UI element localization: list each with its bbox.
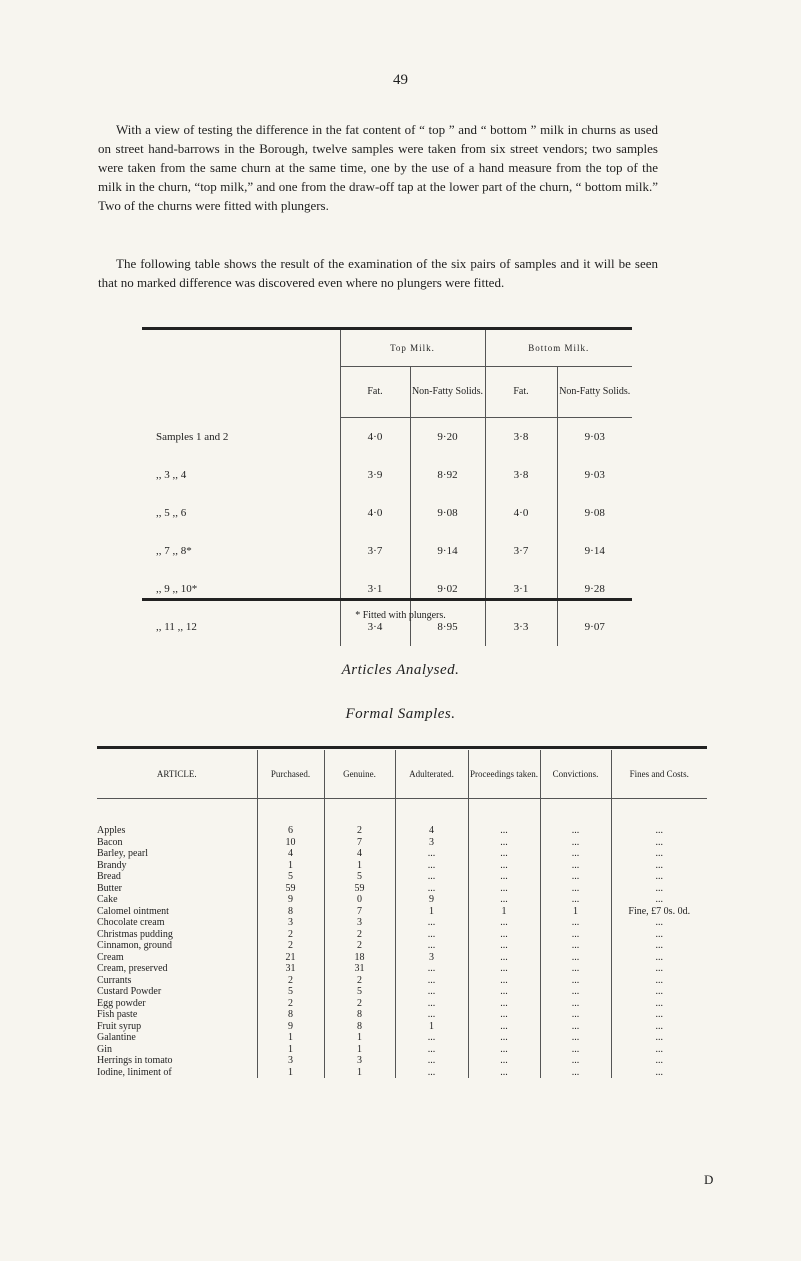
convictions-count: ... [540, 1021, 611, 1033]
fines-costs: ... [611, 871, 707, 883]
article-name: Custard Powder [97, 986, 162, 997]
bottom-fat-value: 3·8 [485, 456, 557, 494]
article-name: Brandy [97, 859, 127, 871]
convictions-count: ... [540, 1032, 611, 1044]
adulterated-count: 1 [395, 906, 468, 918]
article-row [97, 929, 707, 941]
proceedings-count: ... [468, 1032, 540, 1044]
purchased-count: 2 [257, 940, 324, 952]
article-name: Butter [97, 882, 122, 894]
proceedings-count: ... [468, 986, 540, 998]
top-fat-value: 4·0 [340, 494, 410, 532]
article-row [97, 883, 707, 895]
fines-costs: ... [611, 1021, 707, 1033]
fines-costs: ... [611, 848, 707, 860]
fines-costs: ... [611, 1067, 707, 1079]
fines-costs: ... [611, 883, 707, 895]
adulterated-count: 9 [395, 894, 468, 906]
adulterated-count: ... [395, 975, 468, 987]
article-name: Currants [97, 974, 132, 986]
genuine-count: 1 [324, 1067, 395, 1079]
convictions-count: ... [540, 848, 611, 860]
proceedings-count: ... [468, 837, 540, 849]
adulterated-count: ... [395, 963, 468, 975]
purchased-count: 1 [257, 860, 324, 872]
genuine-count: 18 [324, 952, 395, 964]
article-name: Fruit syrup [97, 1020, 142, 1032]
proceedings-count: ... [468, 894, 540, 906]
article-name: Cream [97, 951, 124, 963]
intro-paragraph: With a view of testing the difference in the fat content of “ top ” and “ bottom ” milk in churns as used on street hand-barrows in the Borough, twelve samples were taken from six street vendors; two samples were taken from the same churn at the same time, one by the use of a hand measure from the top of the milk in the churn, “top milk,” and one from the draw-off tap at the lower part of the churn, “ bottom milk.” Two of the churns were fitted with plungers. [98, 122, 658, 213]
bottom-nonfat-value: 9·28 [557, 570, 632, 608]
article-row [97, 1055, 707, 1067]
purchased-count: 1 [257, 1044, 324, 1056]
convictions-count: ... [540, 929, 611, 941]
article-name: Chocolate cream [97, 917, 165, 928]
article-name: Cake [97, 894, 118, 905]
adulterated-count: 4 [395, 825, 468, 837]
article-row [97, 986, 707, 998]
adulterated-count: ... [395, 1044, 468, 1056]
top-fat-value: 3·4 [340, 608, 410, 646]
articles-analysed-title: Articles Analysed. [341, 662, 460, 678]
signature-letter: D [704, 1172, 714, 1187]
header-bottom-milk: Bottom Milk. [485, 330, 632, 367]
proceedings-count: ... [468, 1044, 540, 1056]
purchased-count: 2 [257, 929, 324, 941]
genuine-count: 8 [324, 1009, 395, 1021]
header-bottom-nonfat: Non-Fatty Solids. [557, 367, 632, 418]
proceedings-count: 1 [468, 906, 540, 918]
convictions-count: ... [540, 860, 611, 872]
top-nonfat-value: 9·20 [410, 418, 485, 457]
purchased-count: 4 [257, 848, 324, 860]
convictions-count: ... [540, 998, 611, 1010]
top-nonfat-value: 8·95 [410, 608, 485, 646]
bottom-fat-value: 3·8 [485, 418, 557, 457]
col-convictions: Convictions. [540, 750, 611, 799]
genuine-count: 2 [324, 940, 395, 952]
fines-costs: ... [611, 1009, 707, 1021]
article-name: Calomel ointment [97, 905, 169, 917]
convictions-count: ... [540, 1067, 611, 1079]
fines-costs: Fine, £7 0s. 0d. [611, 906, 707, 918]
article-row [97, 975, 707, 987]
fines-costs: ... [611, 975, 707, 987]
convictions-count: ... [540, 883, 611, 895]
milk-row [142, 494, 632, 532]
proceedings-count: ... [468, 1021, 540, 1033]
top-nonfat-value: 9·08 [410, 494, 485, 532]
purchased-count: 2 [257, 975, 324, 987]
convictions-count: ... [540, 871, 611, 883]
convictions-count: ... [540, 825, 611, 837]
convictions-count: ... [540, 940, 611, 952]
purchased-count: 1 [257, 1067, 324, 1079]
sample-label: ,, 11 ,, 12 [156, 621, 197, 633]
proceedings-count: ... [468, 940, 540, 952]
top-fat-value: 3·7 [340, 532, 410, 570]
milk-table-bottom-rule [142, 598, 632, 601]
fines-costs: ... [611, 894, 707, 906]
articles-table [97, 750, 707, 1078]
fines-costs: ... [611, 940, 707, 952]
adulterated-count: 3 [395, 952, 468, 964]
genuine-count: 3 [324, 917, 395, 929]
bottom-fat-value: 3·1 [485, 570, 557, 608]
article-name: Herrings in tomato [97, 1055, 173, 1066]
fines-costs: ... [611, 1055, 707, 1067]
col-adulterated: Adulterated. [395, 750, 468, 799]
article-name: Barley, pearl [97, 848, 148, 859]
genuine-count: 2 [324, 975, 395, 987]
adulterated-count: ... [395, 1032, 468, 1044]
purchased-count: 3 [257, 917, 324, 929]
article-row [97, 1044, 707, 1056]
table-intro-paragraph: The following table shows the result of the examination of the six pairs of samples and it will be seen that no marked difference was discovered even where no plungers were fitted. [98, 256, 658, 290]
proceedings-count: ... [468, 1009, 540, 1021]
purchased-count: 6 [257, 825, 324, 837]
article-name: Galantine [97, 1032, 136, 1043]
article-name: Cream, preserved [97, 963, 168, 974]
article-row [97, 894, 707, 906]
bottom-fat-value: 4·0 [485, 494, 557, 532]
fines-costs: ... [611, 837, 707, 849]
top-nonfat-value: 8·92 [410, 456, 485, 494]
proceedings-count: ... [468, 848, 540, 860]
article-name: Apples [97, 825, 126, 836]
plunger-footnote: * Fitted with plungers. [355, 610, 446, 621]
proceedings-count: ... [468, 917, 540, 929]
bottom-nonfat-value: 9·03 [557, 456, 632, 494]
fines-costs: ... [611, 1044, 707, 1056]
proceedings-count: ... [468, 963, 540, 975]
header-top-milk: Top Milk. [340, 330, 485, 367]
article-name: Bread [97, 871, 121, 882]
header-bottom-fat: Fat. [485, 367, 557, 418]
proceedings-count: ... [468, 883, 540, 895]
article-row [97, 848, 707, 860]
article-name: Bacon [97, 836, 123, 848]
bottom-nonfat-value: 9·07 [557, 608, 632, 646]
adulterated-count: ... [395, 1067, 468, 1079]
milk-row [142, 418, 632, 457]
purchased-count: 1 [257, 1032, 324, 1044]
col-article: ARTICLE. [97, 750, 257, 799]
proceedings-count: ... [468, 871, 540, 883]
article-name: Iodine, liniment of [97, 1066, 172, 1078]
proceedings-count: ... [468, 975, 540, 987]
purchased-count: 9 [257, 894, 324, 906]
genuine-count: 4 [324, 848, 395, 860]
adulterated-count: ... [395, 940, 468, 952]
header-top-fat: Fat. [340, 367, 410, 418]
genuine-count: 3 [324, 1055, 395, 1067]
convictions-count: ... [540, 952, 611, 964]
sample-label: ,, 7 ,, 8* [156, 545, 192, 557]
adulterated-count: ... [395, 1009, 468, 1021]
article-name: Gin [97, 1043, 112, 1055]
convictions-count: ... [540, 1009, 611, 1021]
col-purchased: Purchased. [257, 750, 324, 799]
adulterated-count: ... [395, 917, 468, 929]
bottom-fat-value: 3·3 [485, 608, 557, 646]
convictions-count: ... [540, 986, 611, 998]
genuine-count: 7 [324, 837, 395, 849]
article-row [97, 825, 707, 837]
purchased-count: 5 [257, 986, 324, 998]
col-proceedings: Proceedings taken. [468, 750, 540, 799]
adulterated-count: ... [395, 986, 468, 998]
page-number: 49 [393, 72, 408, 88]
adulterated-count: ... [395, 1055, 468, 1067]
fines-costs: ... [611, 998, 707, 1010]
purchased-count: 10 [257, 837, 324, 849]
article-row [97, 871, 707, 883]
col-fines: Fines and Costs. [611, 750, 707, 799]
adulterated-count: ... [395, 860, 468, 872]
adulterated-count: 3 [395, 837, 468, 849]
genuine-count: 5 [324, 871, 395, 883]
bottom-fat-value: 3·7 [485, 532, 557, 570]
fines-costs: ... [611, 917, 707, 929]
purchased-count: 8 [257, 906, 324, 918]
article-name: Christmas pudding [97, 928, 173, 940]
milk-table-corner [142, 330, 340, 418]
genuine-count: 7 [324, 906, 395, 918]
formal-samples-title: Formal Samples. [345, 706, 456, 722]
article-name: Cinnamon, ground [97, 940, 172, 951]
article-row [97, 998, 707, 1010]
sample-label: Samples 1 and 2 [156, 430, 229, 443]
convictions-count: ... [540, 1044, 611, 1056]
genuine-count: 59 [324, 883, 395, 895]
milk-row [142, 532, 632, 570]
adulterated-count: ... [395, 998, 468, 1010]
sample-label: ,, 5 ,, 6 [156, 507, 187, 519]
top-fat-value: 3·1 [340, 570, 410, 608]
purchased-count: 8 [257, 1009, 324, 1021]
convictions-count: ... [540, 837, 611, 849]
genuine-count: 2 [324, 998, 395, 1010]
adulterated-count: ... [395, 848, 468, 860]
article-row [97, 963, 707, 975]
proceedings-count: ... [468, 952, 540, 964]
article-row [97, 952, 707, 964]
purchased-count: 3 [257, 1055, 324, 1067]
milk-row [142, 456, 632, 494]
adulterated-count: ... [395, 883, 468, 895]
sample-label: ,, 3 ,, 4 [156, 469, 187, 481]
convictions-count: 1 [540, 906, 611, 918]
genuine-count: 1 [324, 860, 395, 872]
proceedings-count: ... [468, 825, 540, 837]
bottom-nonfat-value: 9·08 [557, 494, 632, 532]
genuine-count: 1 [324, 1044, 395, 1056]
fines-costs: ... [611, 825, 707, 837]
adulterated-count: ... [395, 929, 468, 941]
top-nonfat-value: 9·14 [410, 532, 485, 570]
proceedings-count: ... [468, 929, 540, 941]
proceedings-count: ... [468, 1055, 540, 1067]
fines-costs: ... [611, 1032, 707, 1044]
genuine-count: 5 [324, 986, 395, 998]
milk-row [142, 570, 632, 608]
col-genuine: Genuine. [324, 750, 395, 799]
article-row [97, 1067, 707, 1079]
article-row [97, 860, 707, 872]
purchased-count: 2 [257, 998, 324, 1010]
articles-table-top-rule [97, 746, 707, 749]
purchased-count: 21 [257, 952, 324, 964]
purchased-count: 59 [257, 883, 324, 895]
convictions-count: ... [540, 963, 611, 975]
bottom-nonfat-value: 9·03 [557, 418, 632, 457]
article-row [97, 917, 707, 929]
genuine-count: 8 [324, 1021, 395, 1033]
purchased-count: 9 [257, 1021, 324, 1033]
top-fat-value: 3·9 [340, 456, 410, 494]
fines-costs: ... [611, 860, 707, 872]
purchased-count: 31 [257, 963, 324, 975]
top-nonfat-value: 9·02 [410, 570, 485, 608]
article-row [97, 906, 707, 918]
article-name: Egg powder [97, 997, 146, 1009]
proceedings-count: ... [468, 1067, 540, 1079]
genuine-count: 1 [324, 1032, 395, 1044]
convictions-count: ... [540, 1055, 611, 1067]
proceedings-count: ... [468, 860, 540, 872]
fines-costs: ... [611, 986, 707, 998]
fines-costs: ... [611, 963, 707, 975]
sample-label: ,, 9 ,, 10* [156, 583, 198, 595]
proceedings-count: ... [468, 998, 540, 1010]
article-row [97, 1021, 707, 1033]
adulterated-count: 1 [395, 1021, 468, 1033]
top-fat-value: 4·0 [340, 418, 410, 457]
article-row [97, 1009, 707, 1021]
genuine-count: 2 [324, 825, 395, 837]
article-row [97, 1032, 707, 1044]
fines-costs: ... [611, 952, 707, 964]
purchased-count: 5 [257, 871, 324, 883]
article-row [97, 940, 707, 952]
convictions-count: ... [540, 917, 611, 929]
genuine-count: 2 [324, 929, 395, 941]
header-top-nonfat: Non-Fatty Solids. [410, 367, 485, 418]
article-name: Fish paste [97, 1009, 138, 1020]
genuine-count: 0 [324, 894, 395, 906]
genuine-count: 31 [324, 963, 395, 975]
convictions-count: ... [540, 975, 611, 987]
bottom-nonfat-value: 9·14 [557, 532, 632, 570]
article-row [97, 837, 707, 849]
fines-costs: ... [611, 929, 707, 941]
convictions-count: ... [540, 894, 611, 906]
adulterated-count: ... [395, 871, 468, 883]
